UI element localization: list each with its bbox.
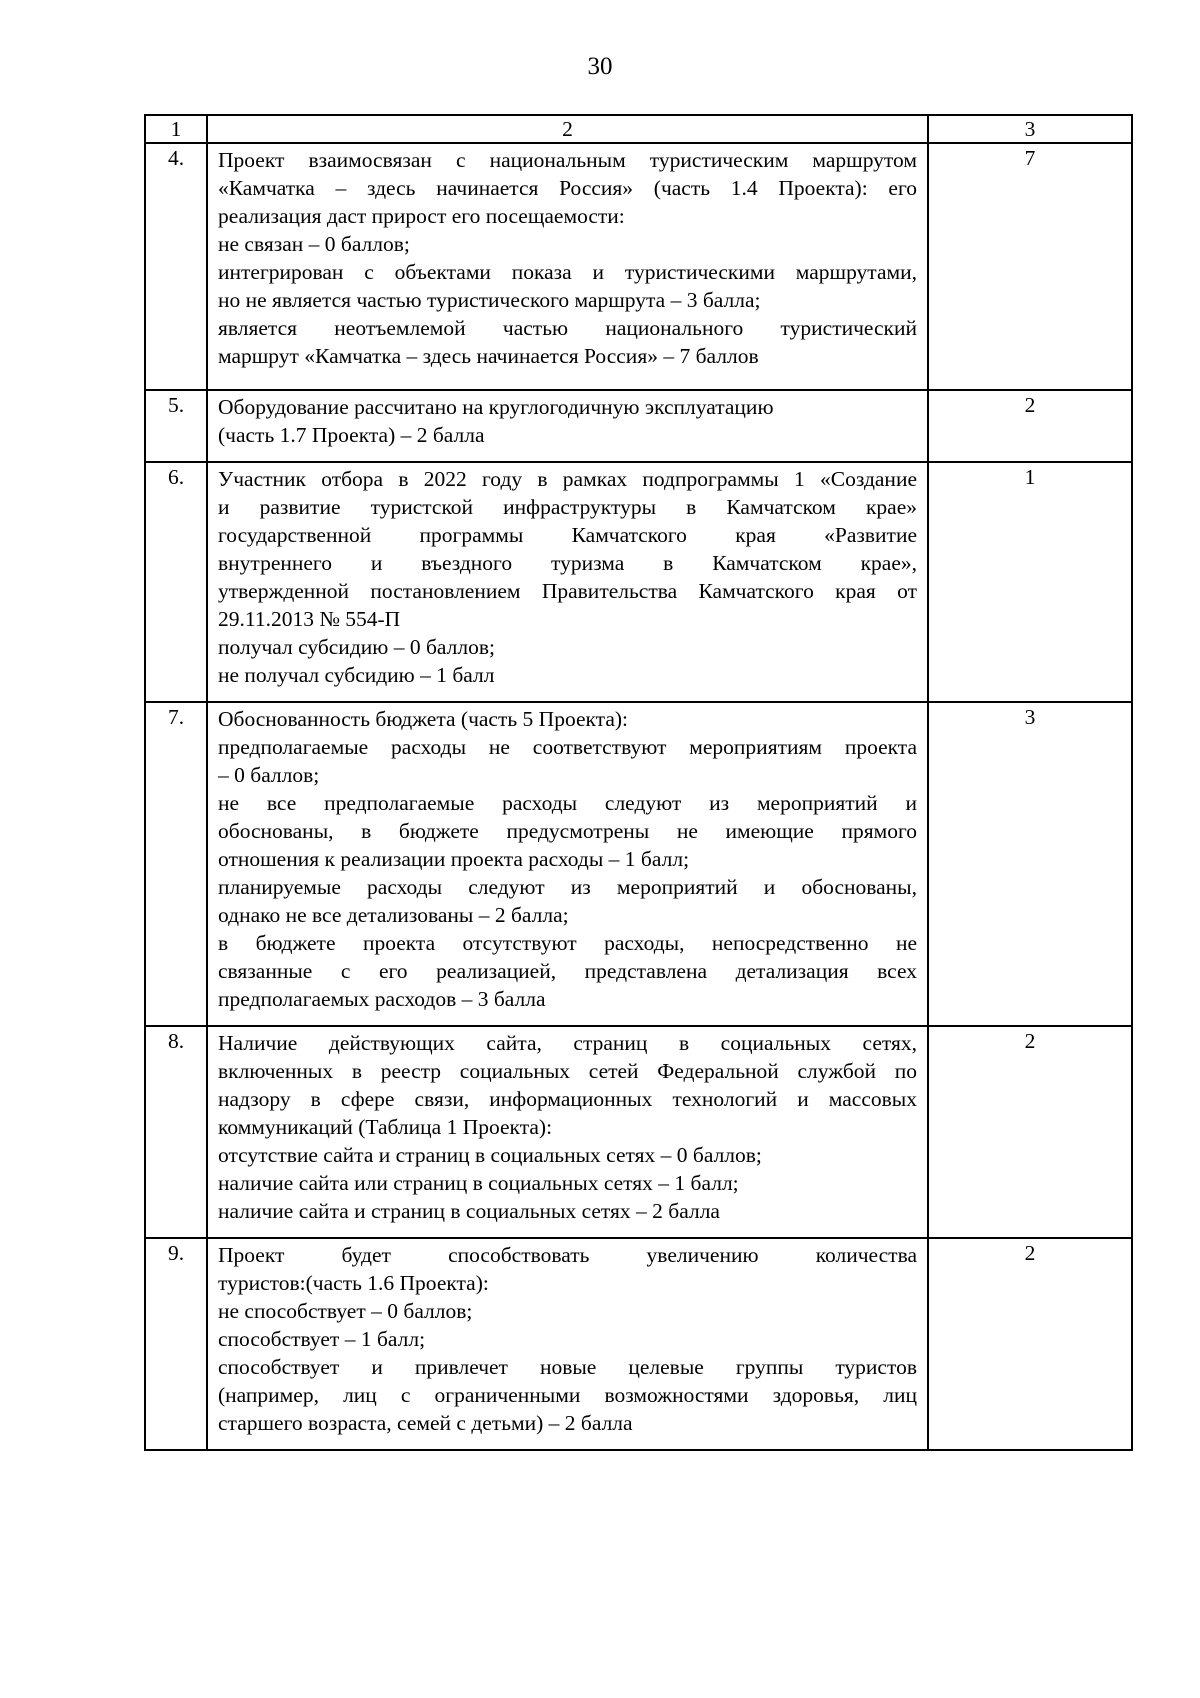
row-number: 9. bbox=[145, 1238, 207, 1450]
description-line: Проект будет способствовать увеличению количества bbox=[218, 1243, 917, 1267]
description-line: не связан – 0 баллов; bbox=[218, 232, 410, 256]
description-line: коммуникаций (Таблица 1 Проекта): bbox=[218, 1115, 553, 1139]
table-row bbox=[145, 462, 1132, 702]
table-row bbox=[145, 1238, 1132, 1450]
description-line: реализация даст прирост его посещаемости: bbox=[218, 204, 625, 228]
header-col-3: 3 bbox=[928, 115, 1132, 143]
description-line: получал субсидию – 0 баллов; bbox=[218, 635, 495, 659]
header-col-1: 1 bbox=[145, 115, 207, 143]
description-line: Оборудование рассчитано на круглогодичную эксплуатацию bbox=[218, 395, 774, 419]
max-score: 2 bbox=[928, 1026, 1132, 1238]
description-line: (например, лиц с ограниченными возможностями здоровья, лиц bbox=[218, 1383, 917, 1407]
description-line: наличие сайта или страниц в социальных сетях – 1 балл; bbox=[218, 1171, 739, 1195]
description-line: но не является частью туристического маршрута – 3 балла; bbox=[218, 288, 761, 312]
description-line: однако не все детализованы – 2 балла; bbox=[218, 903, 569, 927]
criterion-description bbox=[207, 462, 928, 702]
header-col-2: 2 bbox=[207, 115, 928, 143]
description-line: наличие сайта и страниц в социальных сетях – 2 балла bbox=[218, 1199, 720, 1223]
description-line: отношения к реализации проекта расходы – 1 балл; bbox=[218, 847, 690, 871]
row-number: 4. bbox=[145, 143, 207, 390]
criterion-description bbox=[207, 390, 928, 462]
description-line: маршрут «Камчатка – здесь начинается Россия» – 7 баллов bbox=[218, 344, 759, 368]
description-line: отсутствие сайта и страниц в социальных сетях – 0 баллов; bbox=[218, 1143, 762, 1167]
table-header-row bbox=[145, 115, 1132, 143]
description-line: 29.11.2013 № 554-П bbox=[218, 607, 401, 631]
max-score: 7 bbox=[928, 143, 1132, 390]
max-score: 3 bbox=[928, 702, 1132, 1026]
row-number: 5. bbox=[145, 390, 207, 462]
description-line: надзору в сфере связи, информационных технологий и массовых bbox=[218, 1087, 917, 1111]
description-line: не получал субсидию – 1 балл bbox=[218, 663, 495, 687]
description-line: способствует и привлечет новые целевые группы туристов bbox=[218, 1355, 917, 1379]
table-row bbox=[145, 143, 1132, 390]
row-number: 6. bbox=[145, 462, 207, 702]
table-row bbox=[145, 1026, 1132, 1238]
description-line: старшего возраста, семей с детьми) – 2 балла bbox=[218, 1411, 633, 1435]
description-line: интегрирован с объектами показа и туристическими маршрутами, bbox=[218, 260, 917, 284]
description-line: Проект взаимосвязан с национальным туристическим маршрутом bbox=[218, 148, 917, 172]
description-line: в бюджете проекта отсутствуют расходы, непосредственно не bbox=[218, 931, 917, 955]
table-row bbox=[145, 390, 1132, 462]
description-line: способствует – 1 балл; bbox=[218, 1327, 426, 1351]
max-score: 2 bbox=[928, 390, 1132, 462]
description-line: (часть 1.7 Проекта) – 2 балла bbox=[218, 423, 485, 447]
description-line: связанные с его реализацией, представлена детализация всех bbox=[218, 959, 917, 983]
criterion-description bbox=[207, 1238, 928, 1450]
table-body bbox=[145, 143, 1132, 1450]
description-line: утвержденной постановлением Правительства Камчатского края от bbox=[218, 579, 917, 603]
description-line: «Камчатка – здесь начинается Россия» (часть 1.4 Проекта): его bbox=[218, 176, 917, 200]
description-line: предполагаемых расходов – 3 балла bbox=[218, 987, 546, 1011]
criteria-table bbox=[144, 114, 1133, 1451]
description-line: внутреннего и въездного туризма в Камчатском крае», bbox=[218, 551, 917, 575]
description-line: государственной программы Камчатского края «Развитие bbox=[218, 523, 917, 547]
table-row bbox=[145, 702, 1132, 1026]
description-line: включенных в реестр социальных сетей Федеральной службой по bbox=[218, 1059, 917, 1083]
max-score: 1 bbox=[928, 462, 1132, 702]
criterion-description bbox=[207, 1026, 928, 1238]
max-score: 2 bbox=[928, 1238, 1132, 1450]
description-line: Участник отбора в 2022 году в рамках подпрограммы 1 «Создание bbox=[218, 467, 917, 491]
description-line: планируемые расходы следуют из мероприятий и обоснованы, bbox=[218, 875, 917, 899]
description-line: обоснованы, в бюджете предусмотрены не имеющие прямого bbox=[218, 819, 917, 843]
description-line: не способствует – 0 баллов; bbox=[218, 1299, 473, 1323]
description-line: туристов:(часть 1.6 Проекта): bbox=[218, 1271, 489, 1295]
description-line: является неотъемлемой частью национального туристический bbox=[218, 316, 917, 340]
description-line: не все предполагаемые расходы следуют из мероприятий и bbox=[218, 791, 917, 815]
page-number: 30 bbox=[587, 53, 613, 80]
description-line: – 0 баллов; bbox=[218, 763, 320, 787]
row-number: 8. bbox=[145, 1026, 207, 1238]
description-line: и развитие туристской инфраструктуры в Камчатском крае» bbox=[218, 495, 917, 519]
row-number: 7. bbox=[145, 702, 207, 1026]
description-line: Наличие действующих сайта, страниц в социальных сетях, bbox=[218, 1031, 917, 1055]
description-line: Обоснованность бюджета (часть 5 Проекта): bbox=[218, 707, 629, 731]
criterion-description bbox=[207, 143, 928, 390]
description-line: предполагаемые расходы не соответствуют мероприятиям проекта bbox=[218, 735, 917, 759]
criterion-description bbox=[207, 702, 928, 1026]
